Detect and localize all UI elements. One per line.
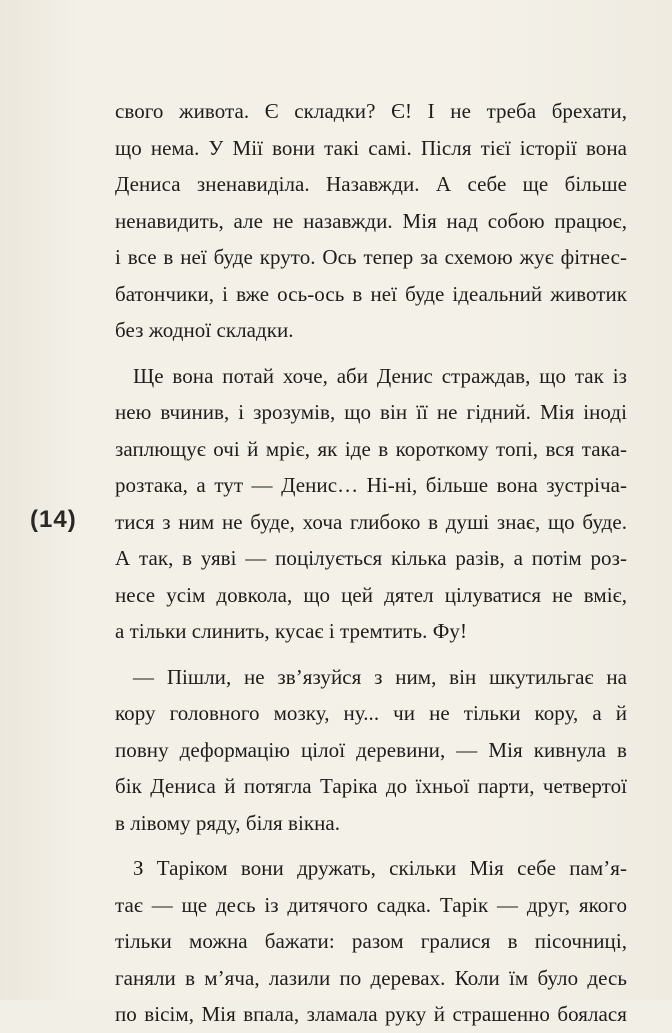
paragraph-1 <box>115 93 627 349</box>
text-line: свого живота. Є складки? Є! І не треба брехати, <box>115 99 627 123</box>
text-line: кору головного мозку, ну... чи не тільки кору, а й <box>115 701 627 725</box>
text-line: Дениса зненавиділа. Назавжди. А себе ще більше <box>115 172 627 196</box>
text-line: розтака, а тут — Денис… Ні-ні, більше вона зустріча- <box>115 473 627 497</box>
paragraph-4 <box>115 850 627 1033</box>
text-line: без жодної складки. <box>115 318 294 342</box>
text-line: тільки можна бажати: разом гралися в пісочниці, <box>115 929 627 953</box>
body-text <box>115 93 627 1033</box>
text-line: тає — ще десь із дитячого садка. Тарік — друг, якого <box>115 892 627 917</box>
text-line: і все в неї буде круто. Ось тепер за схемою жує фітнес- <box>115 245 627 269</box>
text-line: Ще вона потай хоче, аби Денис страждав, що так із <box>133 363 627 388</box>
text-line: бік Дениса й потягла Таріка до їхньої парти, четвертої <box>115 774 627 798</box>
text-line: нею вчинив, і зрозумів, що він її не гідний. Мія іноді <box>115 400 627 424</box>
text-line: в лівому ряду, біля вікна. <box>115 810 341 835</box>
text-line: заплющує очі й мріє, як іде в короткому топі, вся така- <box>115 436 627 461</box>
text-line: З Таріком вони дружать, скільки Мія себе пам’я- <box>133 856 627 880</box>
text-line: несе усім довкола, що цей дятел цілуватися не вміє, <box>115 582 627 607</box>
text-line: батончики, і вже ось-ось в неї буде ідеальний животик <box>115 281 627 306</box>
text-line: що нема. У Мії вони такі самі. Після тієї історії вона <box>115 135 627 160</box>
paragraph-3 <box>115 659 627 842</box>
text-line: А так, в уяві — поцілується кілька разів, а потім роз- <box>115 546 627 570</box>
text-line: тися з ним не буде, хоча глибоко в душі знає, що буде. <box>115 509 627 534</box>
text-line: по вісім, Мія впала, зламала руку й страшенно боялася <box>115 1002 627 1026</box>
text-line: а тільки слинить, кусає і тремтить. Фу! <box>115 619 467 643</box>
text-line: ганяли в м’яча, лазили по деревах. Коли їм було десь <box>115 965 627 990</box>
page-number: (14) <box>30 506 77 533</box>
paragraph-2 <box>115 358 627 650</box>
text-line: повну деформацію цілої деревини, — Мія кивнула в <box>115 737 627 762</box>
text-line: ненавидить, але не назавжди. Мія над собою працює, <box>115 208 627 233</box>
text-line: — Пішли, не зв’язуйся з ним, він шкутильгає на <box>133 664 627 689</box>
